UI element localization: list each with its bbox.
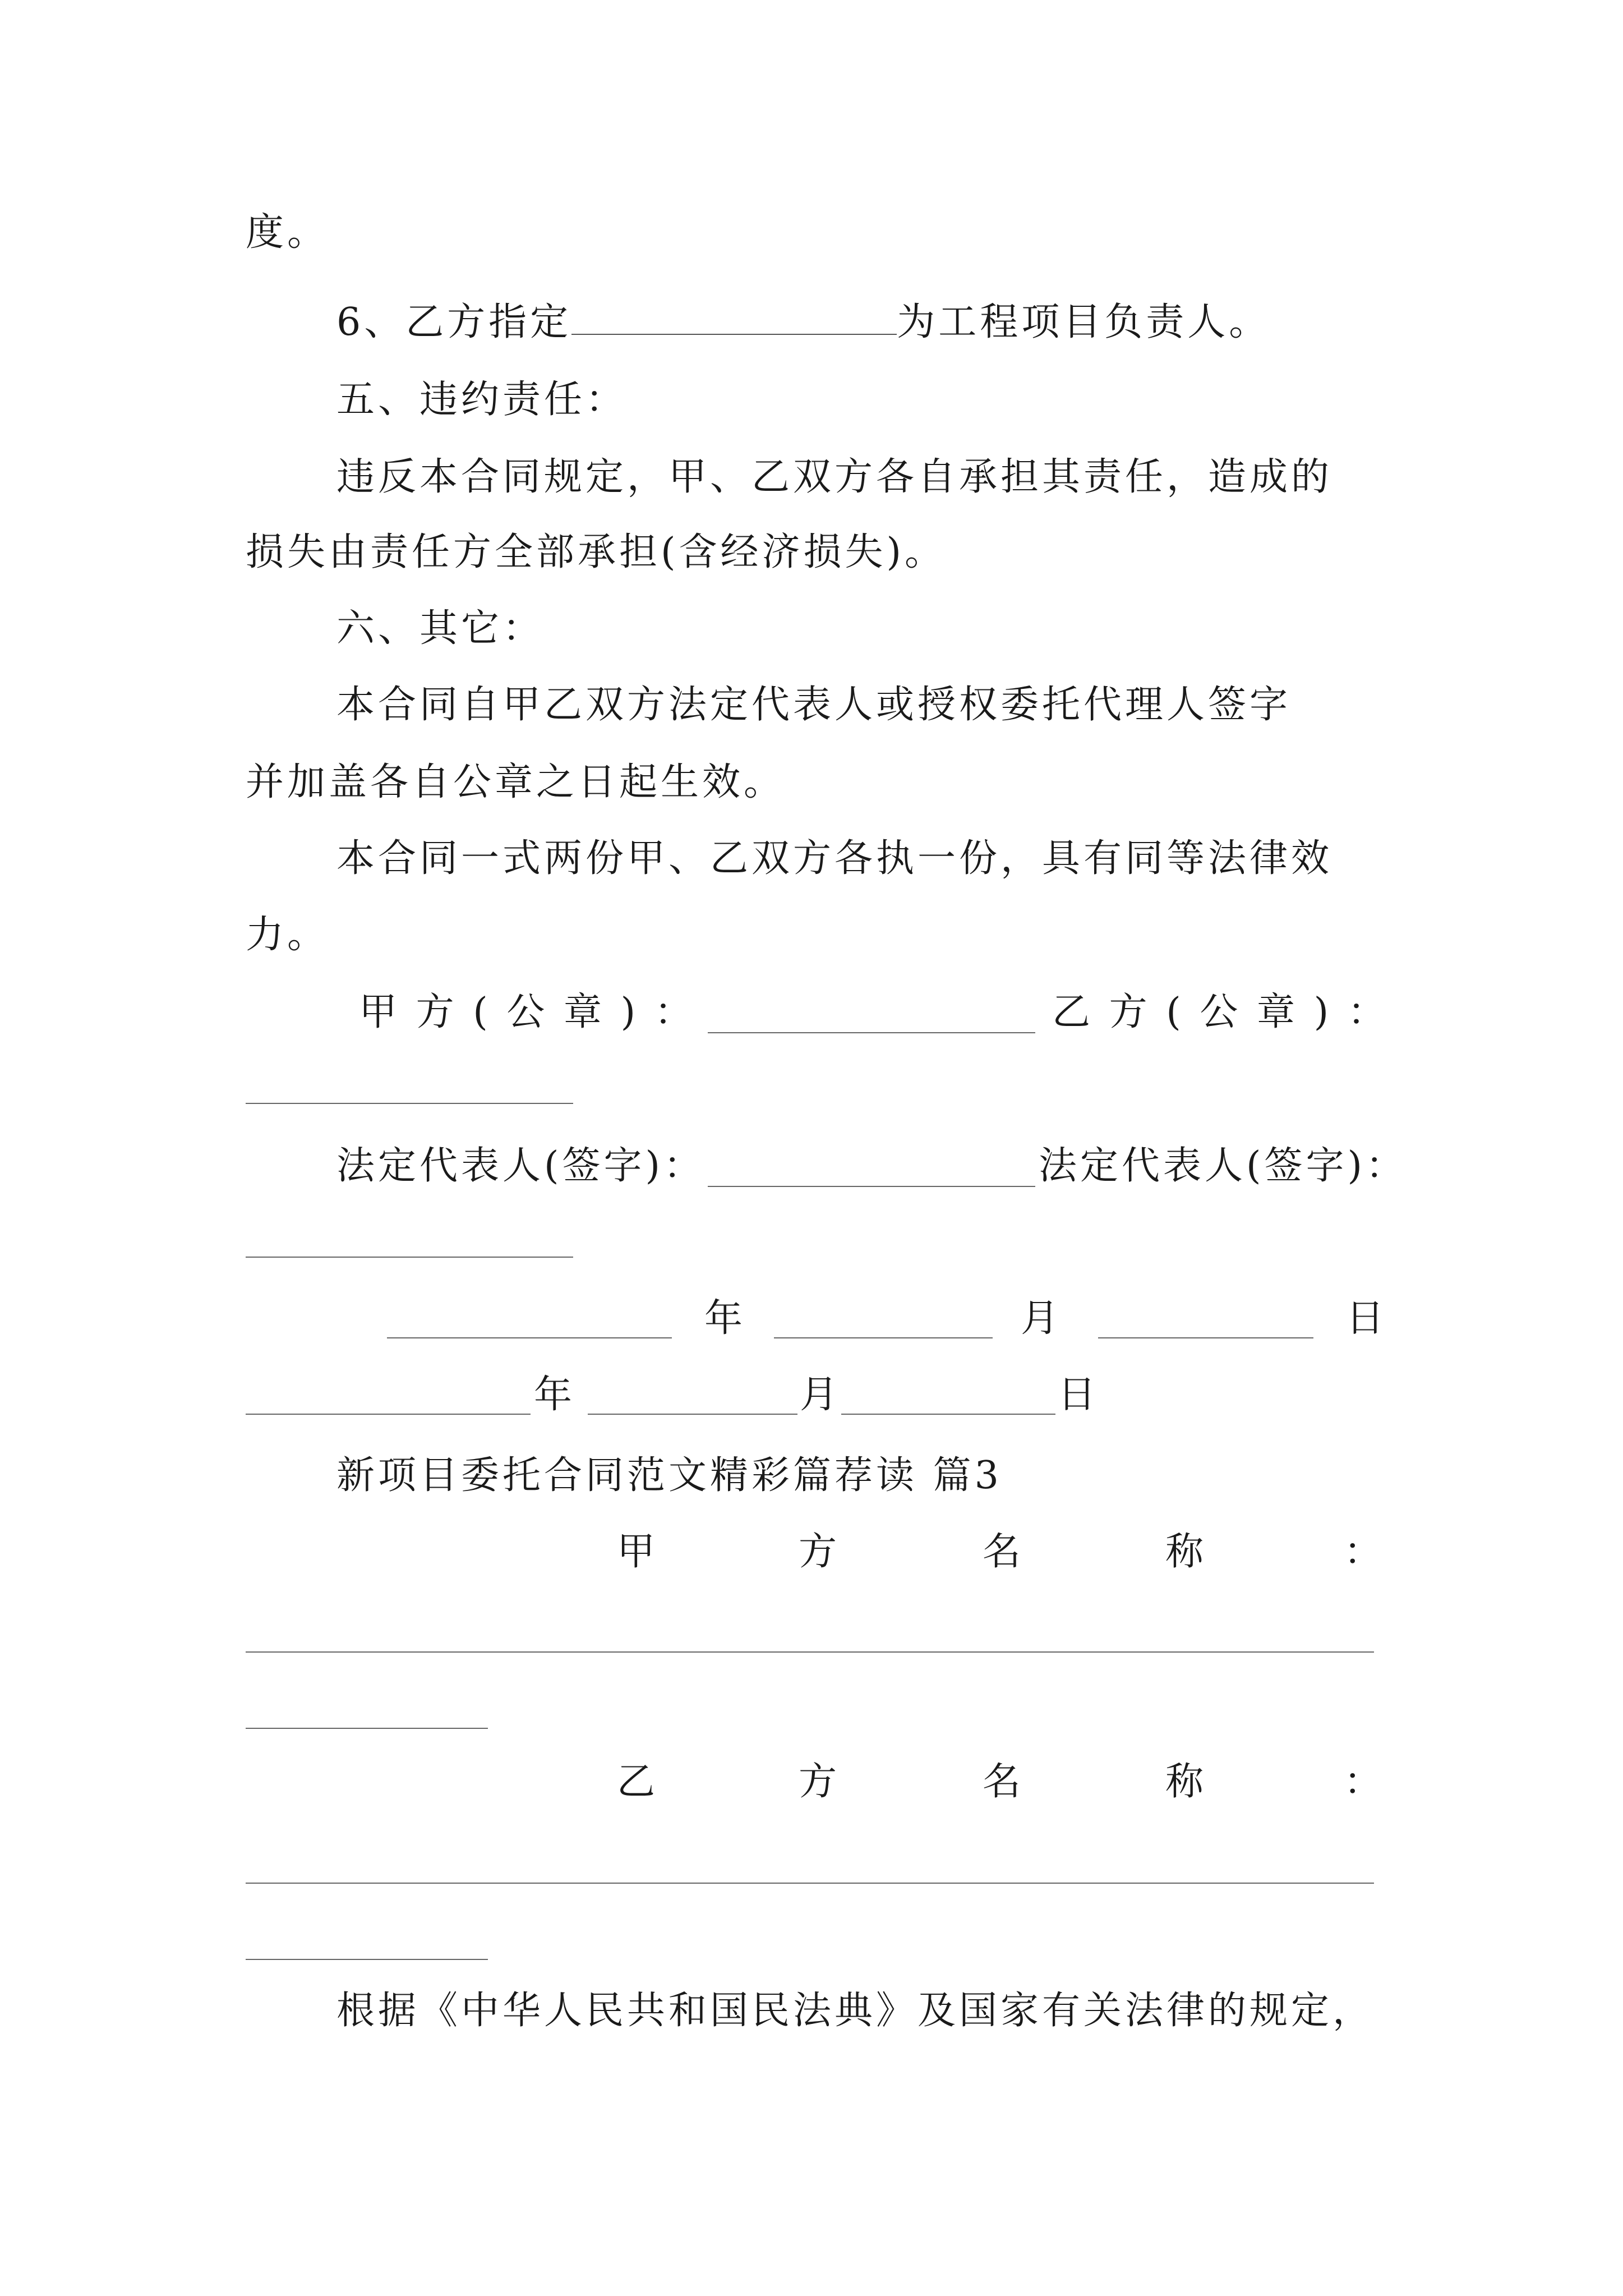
year-label xyxy=(704,1294,746,1344)
text: 本合同一式两份甲、乙双方各执一份，具有同等法律效 xyxy=(336,836,1333,881)
text: 并加盖各自公章之日起生效。 xyxy=(246,760,786,804)
year-blank xyxy=(246,1414,531,1415)
section-title xyxy=(336,1451,1623,1501)
text: 新项目委托合同范文精彩篇荐读 篇3 xyxy=(336,1453,1002,1498)
representative-line xyxy=(1039,1141,1623,1191)
party-b-seal-blank xyxy=(246,1103,573,1104)
text: 违反本合同规定，甲、乙双方各自承担其责任，造成的 xyxy=(336,455,1333,499)
party-b-rep-blank xyxy=(246,1257,573,1258)
paragraph-line xyxy=(336,834,1623,884)
text: 6、乙方指定 xyxy=(336,300,572,344)
party-a-seal-blank xyxy=(708,1032,1035,1033)
month-blank xyxy=(774,1337,993,1338)
paragraph-line xyxy=(246,208,1623,258)
paragraph-line xyxy=(336,297,1623,348)
party-b-rep-label: 法定代表人(签字)： xyxy=(1039,1144,1408,1188)
year-label xyxy=(534,1370,575,1420)
year-text: 年 xyxy=(704,1296,746,1341)
month-label xyxy=(800,1370,841,1420)
paragraph-line xyxy=(336,1986,1623,2036)
text: 根据《中华人民共和国民法典》及国家有关法律的规定， xyxy=(336,1989,1375,2033)
char: 名 xyxy=(983,1760,1021,1804)
text: 五、违约责任： xyxy=(336,378,628,422)
paragraph-line xyxy=(246,527,1623,578)
text: 本合同自甲乙双方法定代表人或授权委托代理人签字 xyxy=(336,683,1292,727)
char: 名 xyxy=(983,1530,1021,1574)
day-label xyxy=(1058,1370,1099,1420)
paragraph-line xyxy=(336,680,1623,730)
char: 称 xyxy=(1165,1530,1204,1574)
day-label xyxy=(1346,1294,1387,1344)
month-blank xyxy=(588,1414,797,1415)
month-text: 月 xyxy=(1021,1296,1063,1341)
year-text: 年 xyxy=(534,1373,576,1417)
party-a-name-blank xyxy=(246,1651,1374,1653)
seal-line xyxy=(1052,987,1623,1038)
party-a-rep-label: 法定代表人(签字)： xyxy=(336,1144,706,1188)
text: 力。 xyxy=(246,913,329,957)
section-heading xyxy=(336,604,1623,654)
day-text: 日 xyxy=(1058,1373,1100,1417)
month-label xyxy=(1021,1294,1062,1344)
party-b-name-blank xyxy=(246,1883,1374,1884)
day-blank xyxy=(1098,1337,1313,1338)
day-text: 日 xyxy=(1346,1296,1388,1341)
paragraph-line xyxy=(246,757,1623,808)
party-b-name-blank xyxy=(246,1959,488,1960)
text: 度。 xyxy=(246,210,329,255)
paragraph-line xyxy=(336,452,1623,503)
text: 六、其它： xyxy=(336,606,545,651)
month-text: 月 xyxy=(800,1373,842,1417)
char: ： xyxy=(1344,1530,1382,1574)
char: 甲 xyxy=(617,1530,656,1574)
year-blank xyxy=(387,1337,672,1338)
char: 方 xyxy=(799,1760,837,1804)
party-a-seal-label: 甲 方 ( 公 章 ) ： xyxy=(359,990,696,1034)
party-a-rep-blank xyxy=(708,1186,1035,1187)
char: 乙 xyxy=(617,1760,656,1804)
text: 损失由责任方全部承担(含经济损失)。 xyxy=(246,530,947,574)
char: ： xyxy=(1344,1760,1382,1804)
char: 称 xyxy=(1165,1760,1204,1804)
char: 方 xyxy=(799,1530,837,1574)
party-b-seal-label: 乙 方 ( 公 章 ) ： xyxy=(1052,990,1389,1034)
text: 为工程项目负责人。 xyxy=(897,300,1271,344)
day-blank xyxy=(841,1414,1055,1415)
party-a-name-blank xyxy=(246,1728,488,1729)
paragraph-line xyxy=(246,910,1623,960)
fill-in-blank xyxy=(571,299,897,335)
section-heading xyxy=(336,375,1623,425)
